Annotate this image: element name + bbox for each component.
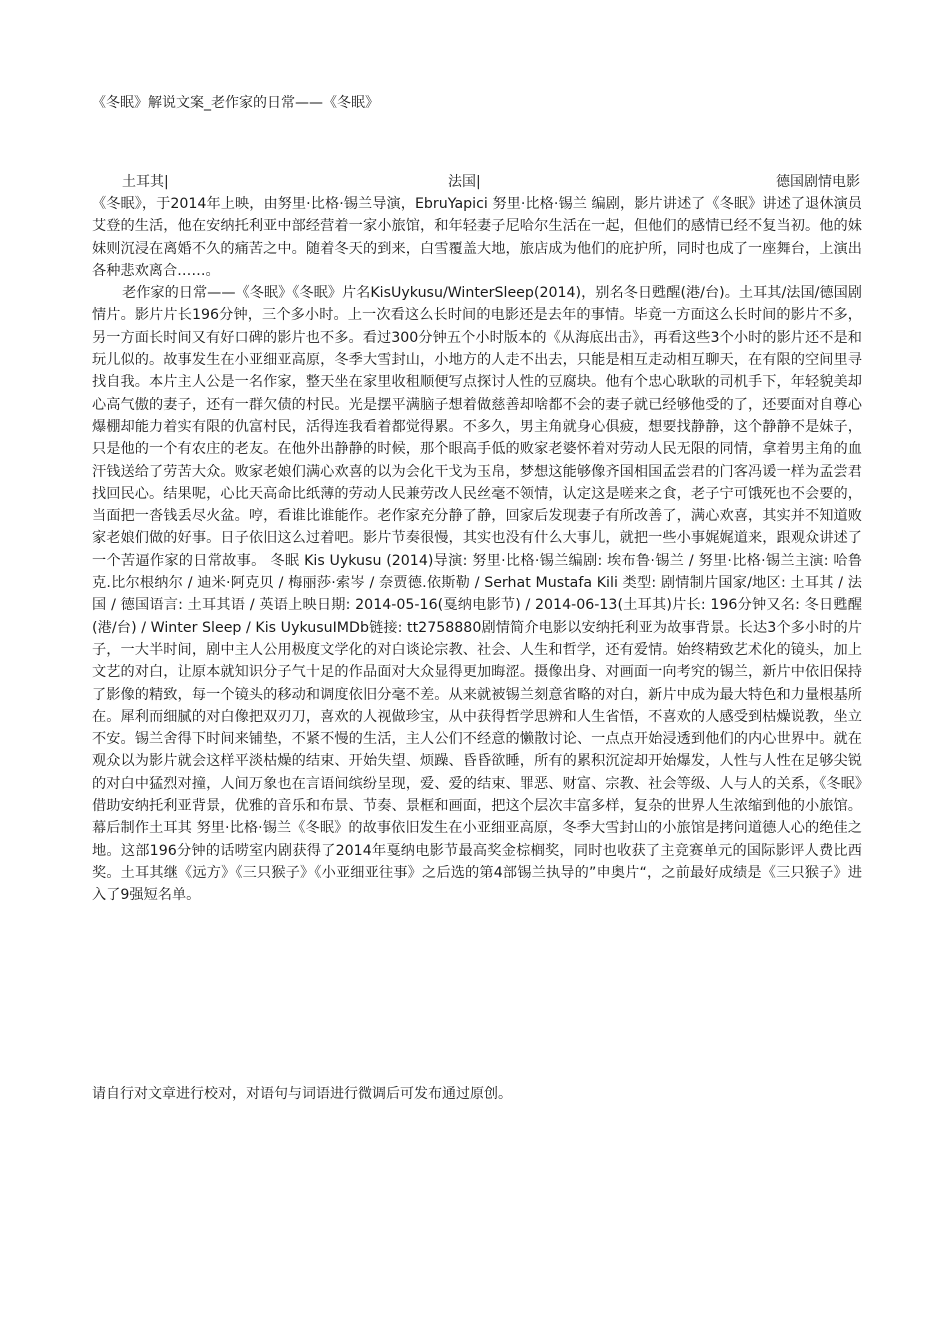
- genre-label: 德国剧情电影: [776, 174, 860, 190]
- article-body: [92, 193, 862, 907]
- country-france: 法国|: [448, 174, 481, 190]
- footer-note: 请自行对文章进行校对，对语句与词语进行微调后可发布通过原创。: [92, 1086, 512, 1102]
- country-turkey: 土耳其|: [122, 174, 169, 190]
- paragraph-review: 老作家的日常——《冬眠》《冬眠》片名KisUykusu/WinterSleep(2014)，别名冬日甦醒(港/台)。土耳其/法国/德国剧情片。影片片长196分钟，三个多小时。上一次看这么长时间的电影还是去年的事情。毕竟一方面这么长时间的影片不多，另一方面长时间又有好口碑的影片也不多。看过300分钟五个小时版本的《从海底出击》，再看这些3个小时的影片还不是和玩儿似的。故事发生在小亚细亚高原，冬季大雪封山，小地方的人走不出去，只能是相互走动相互聊天，在有限的空间里寻找自我。本片主人公是一名作家，整天坐在家里收租顺便写点探讨人性的豆腐块。他有个忠心耿耿的司机手下，年轻貌美却心高气傲的妻子，还有一群欠债的村民。光是摆平满脑子想着做慈善却啥都不会的妻子就已经够他受的了，还要面对自尊心爆棚却能力着实有限的仇富村民，活得连我看着都觉得累。不多久，男主角就身心俱疲，想要找静静，这个静静不是妹子，只是他的一个有农庄的老友。在他外出静静的时候，那个眼高手低的败家老婆怀着对劳动人民无限的同情，拿着男主角的血汗钱送给了劳苦大众。败家老娘们满心欢喜的以为会化干戈为玉帛，梦想这能够像齐国相国孟尝君的门客冯谖一样为孟尝君找回民心。结果呢，心比天高命比纸薄的劳动人民兼劳改人民丝毫不领情，认定这是嗟来之食，老子宁可饿死也不会要的，当面把一沓钱丢尽火盆。哼，看谁比谁能作。老作家充分静了静，回家后发现妻子有所改善了，满心欢喜，其实并不知道败家老娘们做的好事。日子依旧这么过着吧。影片节奏很慢，其实也没有什么大事儿，就把一些小事娓娓道来，跟观众讲述了一个苦逼作家的日常故事。 冬眠 Kis Uykusu (2014)导演: 努里·比格·锡兰编剧: 埃布鲁·锡兰 / 努里·比格·锡兰主演: 哈鲁克.比尔根纳尔 / 迪米·阿克贝 / 梅丽莎·索岑 / 奈贾德.依斯勒 / Serhat Mustafa Kili 类型: 剧情制片国家/地区: 土耳其 / 法国 / 德国语言: 土耳其语 / 英语上映日期: 2014-05-16(戛纳电影节) / 2014-06-13(土耳其)片长: 196分钟又名: 冬日甦醒(港/台) / Winter Sleep / Kis UykusuIMDb链接: tt2758880剧情简介电影以安纳托利亚为故事背景。长达3个多小时的片子，一大半时间，剧中主人公用极度文学化的对白谈论宗教、社会、人生和哲学，还有爱情。始终精致艺术化的镜头，加上文艺的对白，让原本就知识分子气十足的作品面对大众显得更加晦涩。摄像出身、对画面一向考究的锡兰，新片中依旧保持了影像的精致，每一个镜头的移动和调度依旧分毫不差。从来就被锡兰刻意省略的对白，新片中成为最大特色和力量根基所在。犀利而细腻的对白像把双刃刀，喜欢的人视做珍宝，从中获得哲学思辨和人生省悟，不喜欢的人感受到枯燥说教，坐立不安。锡兰舍得下时间来铺垫，不紧不慢的生活，主人公们不经意的懒散讨论、一点点开始浸透到他们的内心世界中。就在观众以为影片就会这样平淡枯燥的结束、开始失望、烦躁、昏昏欲睡，所有的累积沉淀却开始爆发，人性与人性在足够尖锐的对白中猛烈对撞，人间万象也在言语间缤纷呈现，爱、爱的结束、罪恶、财富、宗教、社会等级、人与人的关系，《冬眠》借助安纳托利亚背景，优雅的音乐和布景、节奏、景框和画面，把这个层次丰富多样，复杂的世界人生浓缩到他的小旅馆。幕后制作土耳其 努里·比格·锡兰《冬眠》的故事依旧发生在小亚细亚高原，冬季大雪封山的小旅馆是拷问道德人心的绝佳之地。这部196分钟的话唠室内剧获得了2014年戛纳电影节最高奖金棕榈奖，同时也收获了主竞赛单元的国际影评人费比西奖。土耳其继《远方》《三只猴子》《小亚细亚往事》之后选的第4部锡兰执导的”申奥片“，之前最好成绩是《三只猴子》进入了9强短名单。: [92, 285, 862, 904]
- document-title: 《冬眠》解说文案_老作家的日常——《冬眠》: [92, 95, 379, 111]
- film-meta-row: [92, 171, 860, 193]
- paragraph-synopsis: 《冬眠》，于2014年上映，由努里·比格·锡兰导演，EbruYapici 努里·比格·锡兰 编剧，影片讲述了《冬眠》讲述了退休演员艾登的生活，他在安纳托利亚中部经营着一家小旅馆，和年轻妻子尼哈尔生活在一起，但他们的感情已经不复当初。他的妹妹则沉浸在离婚不久的痛苦之中。随着冬天的到来，白雪覆盖大地，旅店成为他们的庇护所，同时也成了一座舞台，上演出各种悲欢离合……。: [92, 196, 862, 279]
